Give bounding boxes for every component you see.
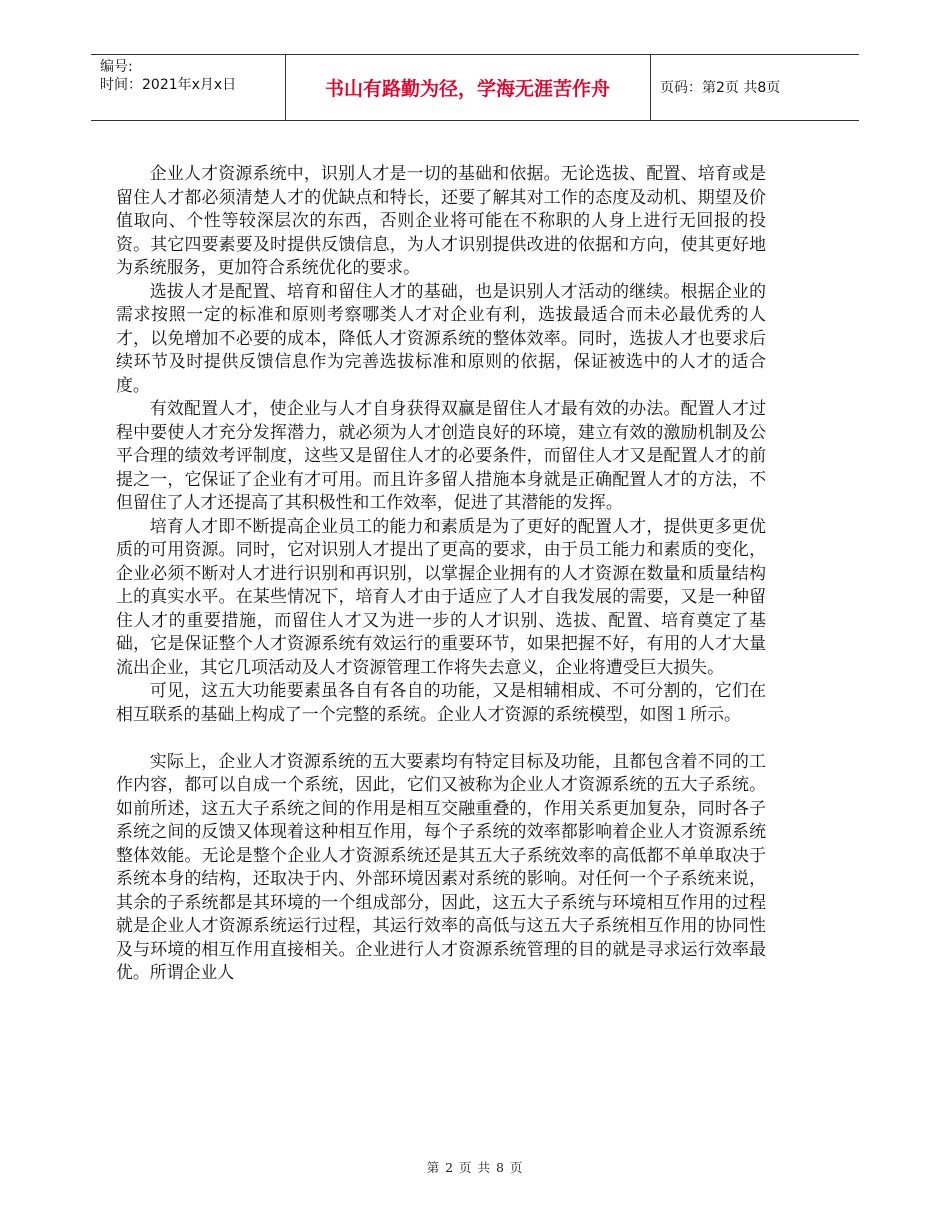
paragraph: 企业人才资源系统中，识别人才是一切的基础和依据。无论选拔、配置、培育或是留住人才都必须清楚人才的优缺点和特长，还要了解其对工作的态度及动机、期望及价值取向、个性等较深层次的东西，否则企业将可能在不称职的人身上进行无回报的投资。其它四要素要及时提供反馈信息，为人才识别提供改进的依据和方向，使其更好地为系统服务，更加符合系统优化的要求。 [116, 163, 766, 277]
header-motto: 书山有路勤为径，学海无涯苦作舟 [324, 77, 610, 100]
paragraph: 选拔人才是配置、培育和留住人才的基础，也是识别人才活动的继续。根据企业的需求按照一定的标准和原则考察哪类人才对企业有利，选拔最适合而未必最优秀的人才，以免增加不必要的成本，降低人才资源系统的整体效率。同时，选拔人才也要求后续环节及时提供反馈信息作为完善选拔标准和原则的依据，保证被选中的人才的适合度。 [116, 280, 766, 395]
paragraph: 可见，这五大功能要素虽各自有各自的功能，又是相辅相成、不可分割的，它们在相互联系的基础上构成了一个完整的系统。企业人才资源的系统模型，如图１所示。 [116, 680, 766, 724]
header-page-info: 页码：第2页 共8页 [660, 80, 781, 96]
paragraph: 培育人才即不断提高企业员工的能力和素质是为了更好的配置人才，提供更多更优质的可用资源。同时，它对识别人才提出了更高的要求，由于员工能力和素质的变化，企业必须不断对人才进行识别和再识别，以掌握企业拥有的人才资源在数量和质量结构上的真实水平。在某些情况下，培育人才由于适应了人才自我发展的需要，又是一种留住人才的重要措施，而留住人才又为进一步的人才识别、选拔、配置、培育奠定了基础，它是保证整个人才资源系统有效运行的重要环节，如果把握不好，有用的人才大量流出企业，其它几项活动及人才资源管理工作将失去意义，企业将遭受巨大损失。 [116, 515, 766, 677]
paragraph: 实际上，企业人才资源系统的五大要素均有特定目标及功能，且都包含着不同的工作内容，都可以自成一个系统，因此，它们又被称为企业人才资源系统的五大子系统。如前所述，这五大子系统之间的作用是相互交融重叠的，作用关系更加复杂，同时各子系统之间的反馈又体现着这种相互作用，每个子系统的效率都影响着企业人才资源系统整体效能。无论是整个企业人才资源系统还是其五大子系统效率的高低都不单单取决于系统本身的结构，还取决于内、外部环境因素对系统的影响。对任何一个子系统来说，其余的子系统都是其环境的一个组成部分，因此，这五大子系统与环境相互作用的过程就是企业人才资源系统运行过程，其运行效率的高低与这五大子系统相互作用的协同性及与环境的相互作用直接相关。企业进行人才资源系统管理的目的就是寻求运行效率最优。所谓企业人 [116, 750, 766, 982]
header-meta [100, 58, 236, 94]
paragraph: 有效配置人才，使企业与人才自身获得双赢是留住人才最有效的办法。配置人才过程中要使人才充分发挥潜力，就必须为人才创造良好的环境，建立有效的激励机制及公平合理的绩效考评制度，这些又是留住人才的必要条件，而留住人才又是配置人才的前提之一，它保证了企业有才可用。而且许多留人措施本身就是正确配置人才的方法，不但留住了人才还提高了其积极性和工作效率，促进了其潜能的发挥。 [116, 398, 766, 512]
document-body [116, 162, 766, 985]
page-footer: 第 2 页 共 8 页 [426, 1160, 524, 1175]
number-label: 编号: [100, 59, 133, 75]
header-bottom-rule [91, 120, 859, 121]
time-label: 时间：2021年x月x日 [100, 77, 237, 93]
